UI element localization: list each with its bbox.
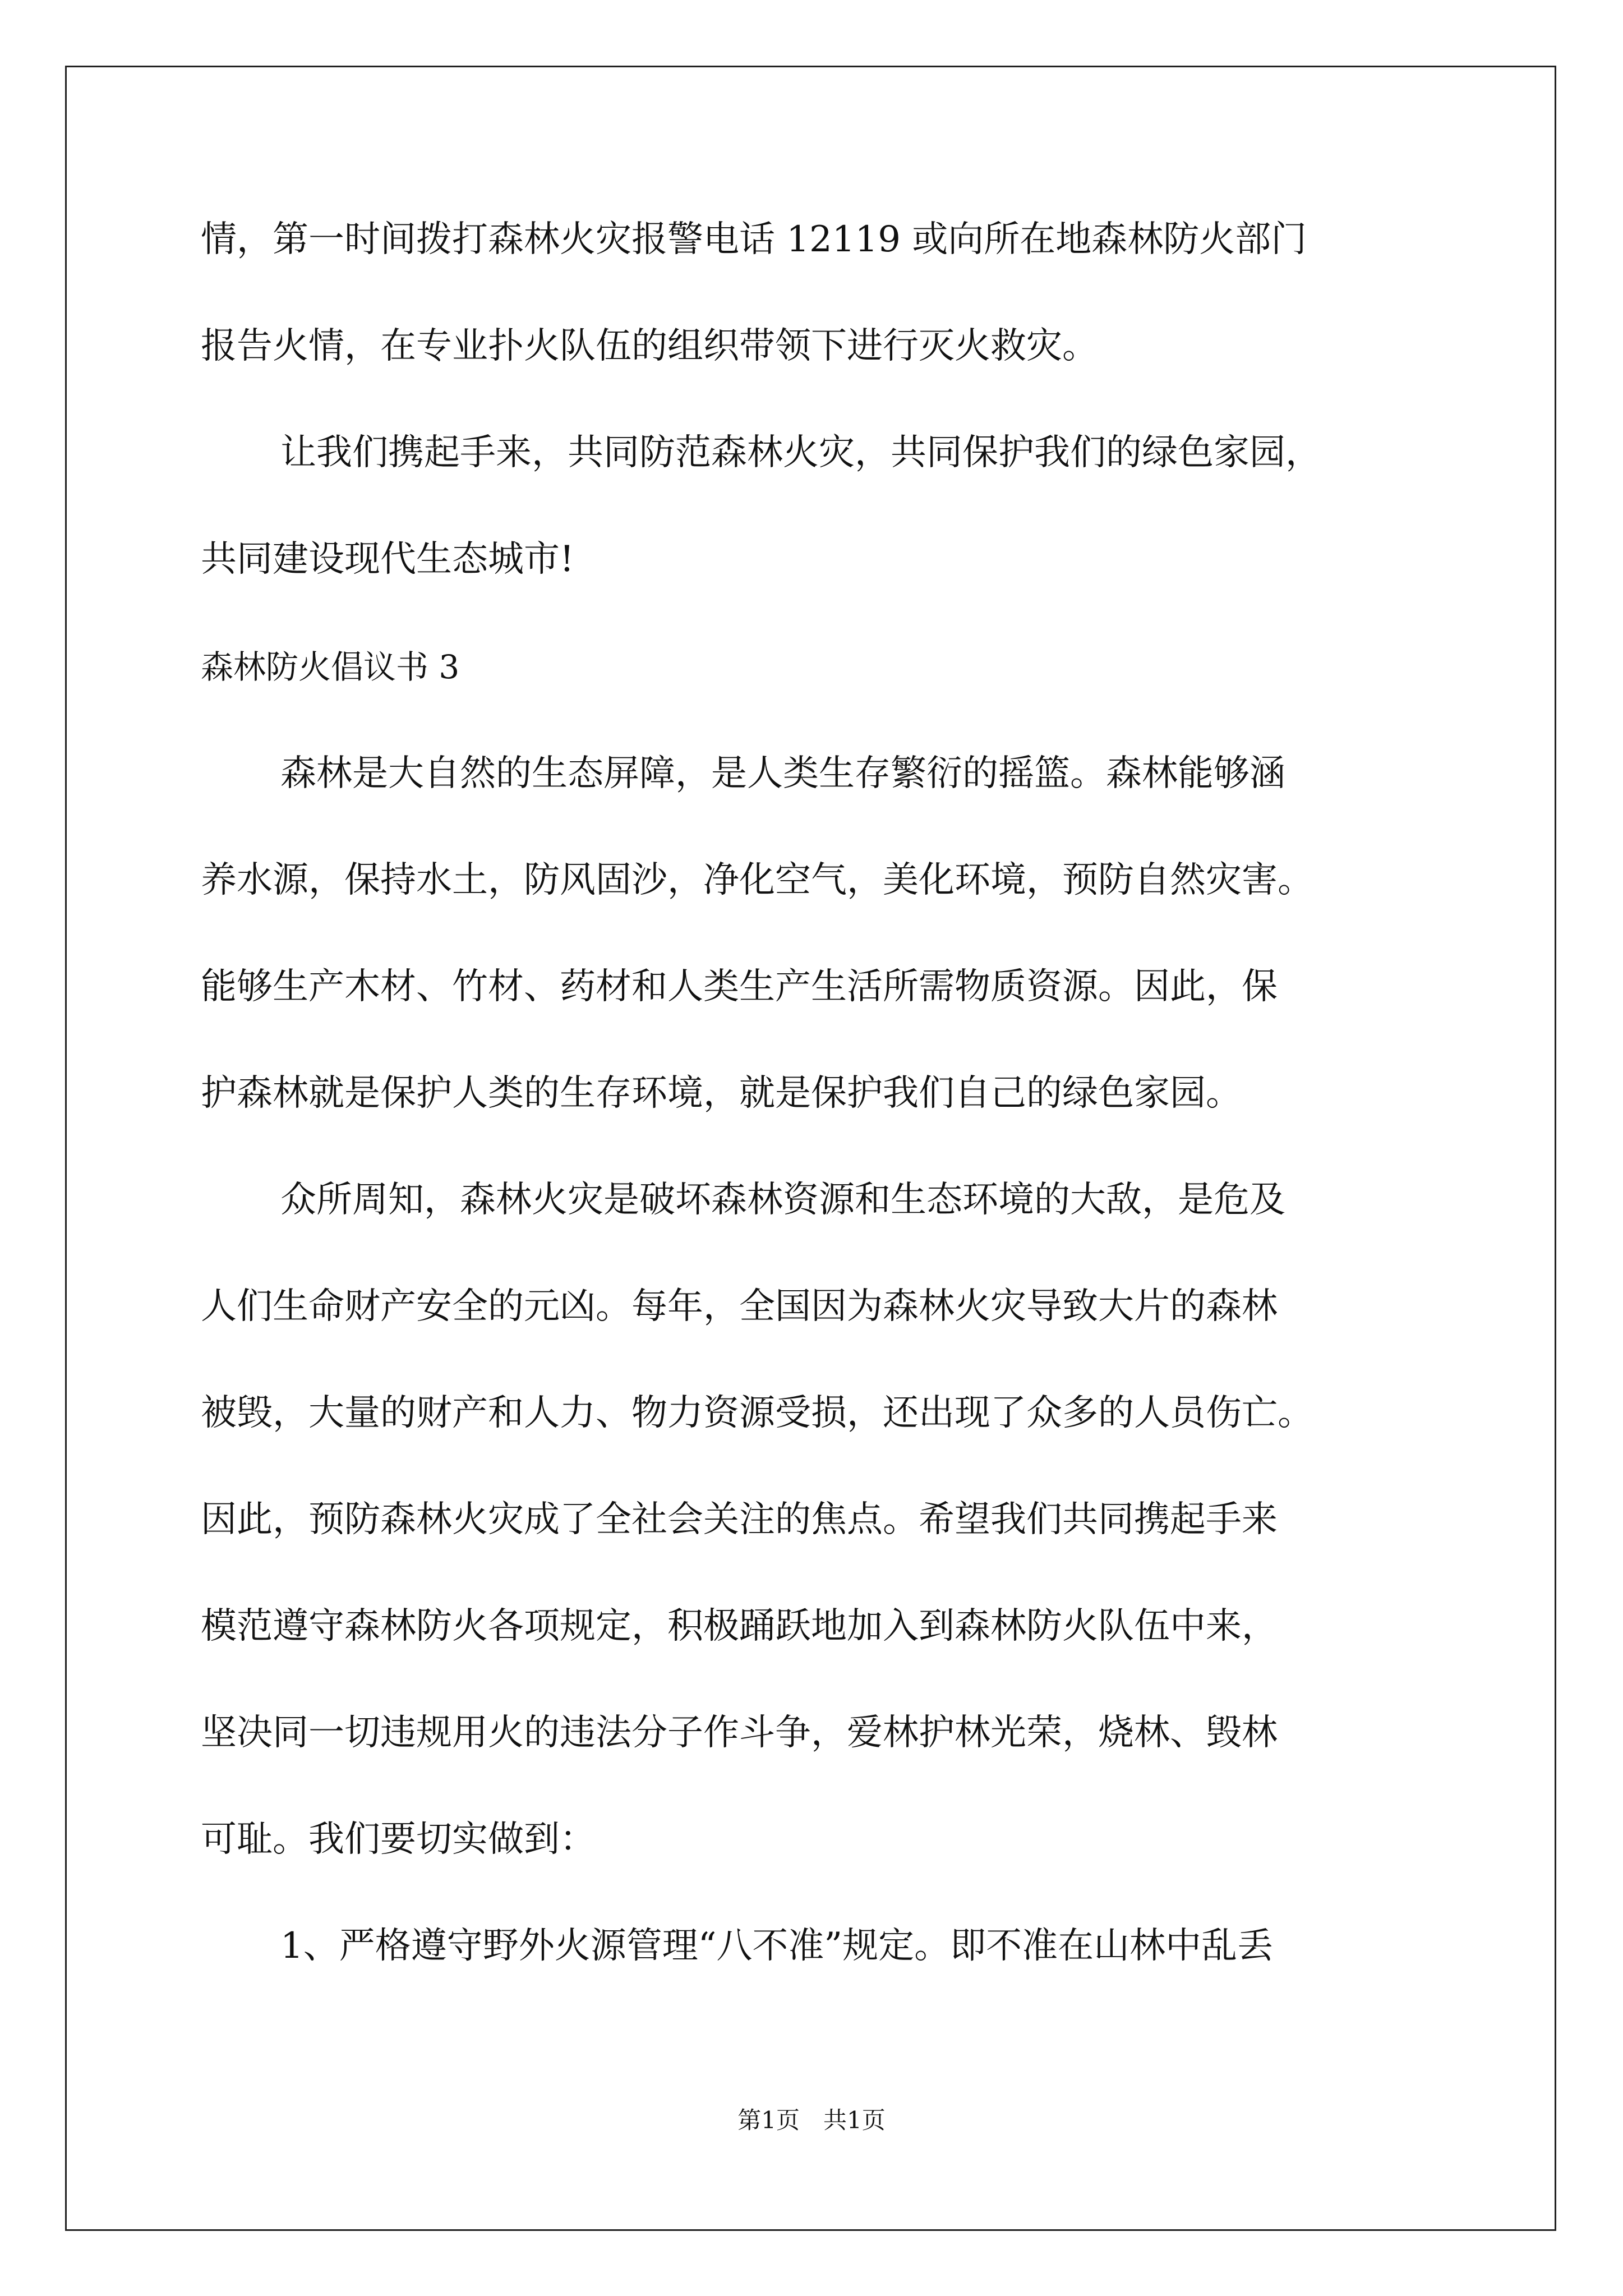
paragraph-line: 1、严格遵守野外火源管理“八不准”规定。即不准在山林中乱丢	[280, 1925, 1274, 1967]
paragraph-line: 让我们携起手来，共同防范森林火灾，共同保护我们的绿色家园，	[280, 432, 1321, 473]
section-heading: 森林防火倡议书 3	[201, 648, 460, 686]
paragraph-line: 可耻。我们要切实做到：	[201, 1819, 596, 1860]
paragraph-line: 模范遵守森林防火各项规定，积极踊跃地加入到森林防火队伍中来，	[201, 1605, 1278, 1647]
paragraph-line: 报告火情，在专业扑火队伍的组织带领下进行灭火救灾。	[201, 325, 1098, 367]
paragraph-line: 护森林就是保护人类的生存环境，就是保护我们自己的绿色家园。	[201, 1073, 1242, 1114]
paragraph-line: 被毁，大量的财产和人力、物力资源受损，还出现了众多的人员伤亡。	[201, 1392, 1313, 1434]
page-border	[65, 66, 1556, 2231]
paragraph-line: 因此，预防森林火灾成了全社会关注的焦点。希望我们共同携起手来	[201, 1499, 1278, 1540]
paragraph-line: 人们生命财产安全的元凶。每年，全国因为森林火灾导致大片的森林	[201, 1286, 1278, 1327]
paragraph-line: 森林是大自然的生态屏障，是人类生存繁衍的摇篮。森林能够涵	[280, 753, 1285, 794]
page-footer: 第1页 共1页	[737, 2106, 886, 2134]
paragraph-line: 养水源，保持水土，防风固沙，净化空气，美化环境，预防自然灾害。	[201, 859, 1313, 901]
paragraph-line: 情，第一时间拨打森林火灾报警电话 12119 或向所在地森林防火部门	[201, 219, 1307, 260]
paragraph-line: 共同建设现代生态城市!	[201, 539, 574, 580]
paragraph-line: 众所周知，森林火灾是破坏森林资源和生态环境的大敌，是危及	[280, 1179, 1285, 1221]
paragraph-line: 坚决同一切违规用火的违法分子作斗争，爱林护林光荣，烧林、毁林	[201, 1712, 1278, 1754]
paragraph-line: 能够生产木材、竹材、药材和人类生产生活所需物质资源。因此，保	[201, 966, 1278, 1007]
